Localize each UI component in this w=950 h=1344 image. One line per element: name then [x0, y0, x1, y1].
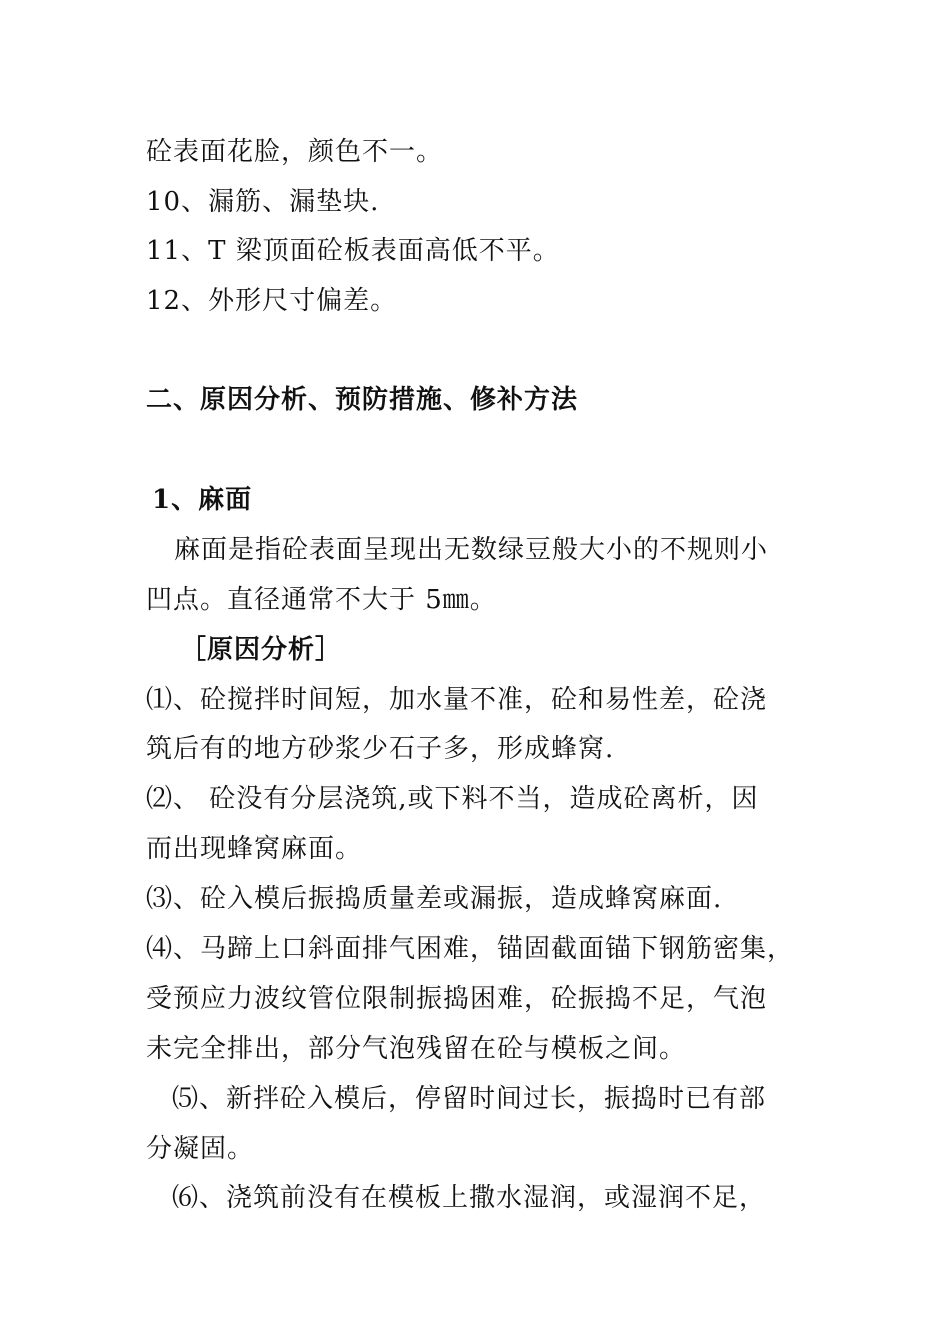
text-line-16: 受预应力波纹管位限制振捣困难，砼振捣不足，气泡 [146, 984, 768, 1014]
text-line-7: 麻面是指砼表面呈现出无数绿豆般大小的不规则小 [174, 535, 769, 565]
text-line-4: 12、外形尺寸偏差。 [146, 286, 398, 316]
cause-analysis-label: ［原因分析］ [180, 635, 343, 665]
subsection-heading: 1、麻面 [152, 485, 253, 515]
text-line-13: 而出现蜂窝麻面。 [146, 834, 363, 864]
text-line-1: 砼表面花脸，颜色不一。 [146, 137, 444, 167]
text-line-12: ⑵、 砼没有分层浇筑,或下料不当，造成砼离析，因 [146, 784, 759, 814]
text-line-20: ⑹、浇筑前没有在模板上撒水湿润，或湿润不足， [172, 1183, 767, 1213]
text-line-17: 未完全排出，部分气泡残留在砼与模板之间。 [146, 1034, 687, 1064]
text-line-18: ⑸、新拌砼入模后，停留时间过长，振捣时已有部 [172, 1084, 767, 1114]
text-line-19: 分凝固。 [146, 1134, 255, 1164]
text-line-2: 10、漏筋、漏垫块. [146, 187, 380, 217]
text-line-10: ⑴、砼搅拌时间短，加水量不准，砼和易性差，砼浇 [146, 685, 768, 715]
text-line-11: 筑后有的地方砂浆少石子多，形成蜂窝. [146, 734, 615, 764]
section-heading: 二、原因分析、预防措施、修补方法 [146, 385, 579, 415]
text-line-3: 11、T 梁顶面砼板表面高低不平。 [146, 236, 560, 266]
text-line-8: 凹点。直径通常不大于 5㎜。 [146, 585, 497, 615]
text-line-15: ⑷、马蹄上口斜面排气困难，锚固截面锚下钢筋密集， [146, 934, 795, 964]
text-line-14: ⑶、砼入模后振捣质量差或漏振，造成蜂窝麻面. [146, 884, 723, 914]
